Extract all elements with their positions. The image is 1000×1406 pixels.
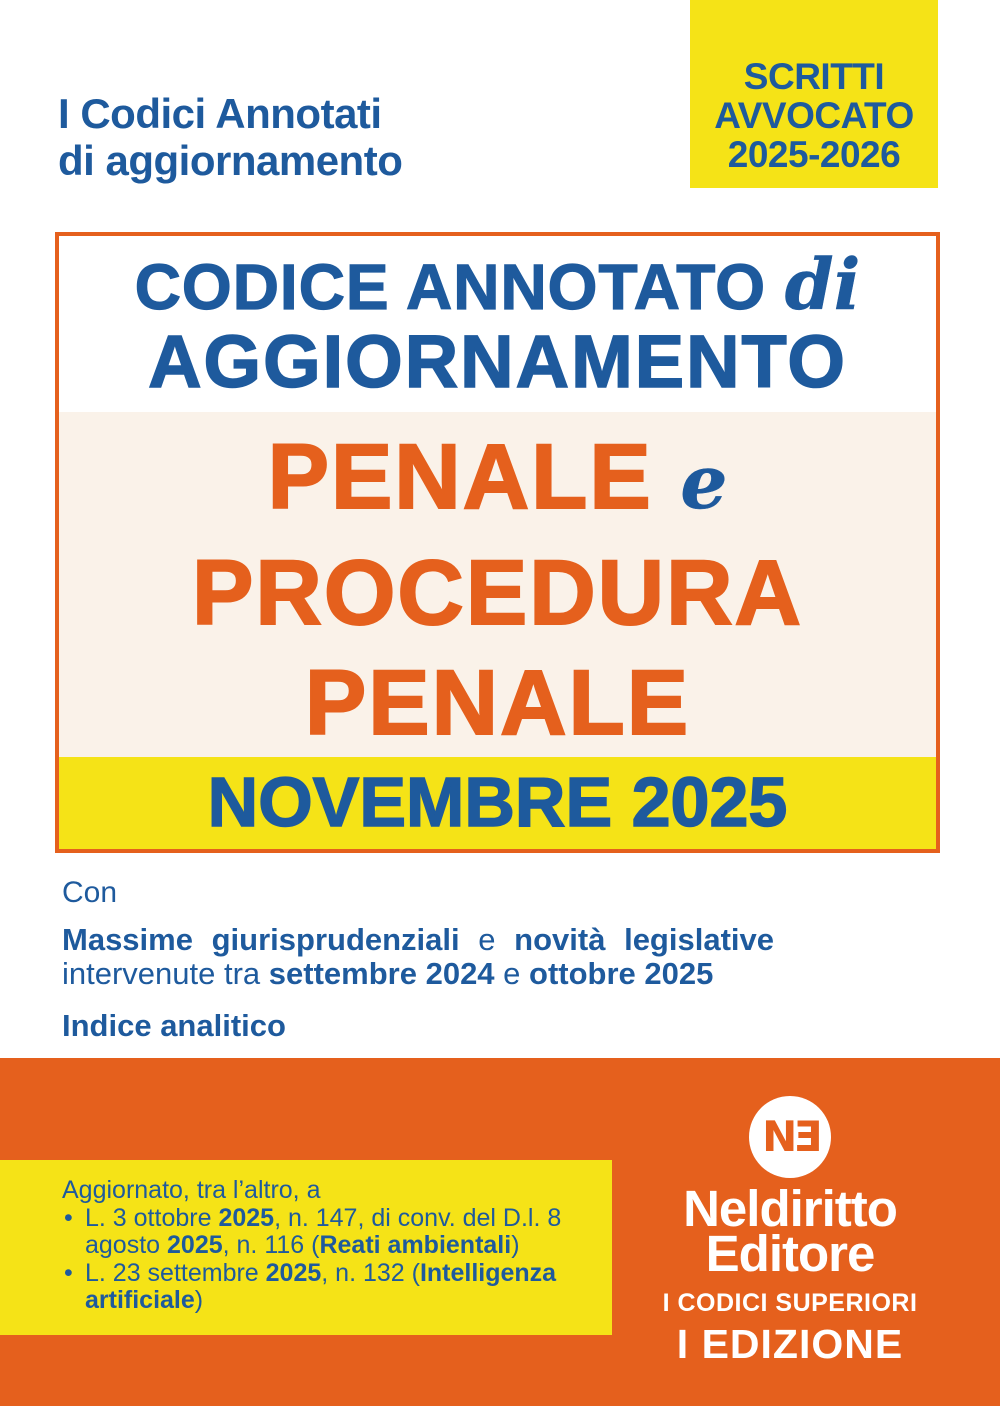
features-line2: intervenute tra settembre 2024 e ottobre 2025 — [62, 956, 714, 991]
edition-badge — [690, 0, 938, 188]
series-title-line1: I Codici Annotati — [58, 90, 382, 137]
badge-line3: 2025-2026 — [727, 134, 901, 175]
edition-label: I EDIZIONE — [676, 1321, 904, 1367]
features-block — [62, 876, 774, 1044]
subject-line1: PENALE e — [267, 426, 728, 528]
publisher-block — [618, 1096, 962, 1368]
bullet-icon: • — [64, 1258, 73, 1287]
collection-label: I CODICI SUPERIORI — [662, 1289, 918, 1317]
publisher-monogram: NƎ — [762, 1112, 818, 1161]
series-title-line2: di aggiornamento — [58, 137, 403, 184]
badge-line1: SCRITTI — [743, 56, 885, 97]
updates-item — [62, 1205, 590, 1260]
updates-box — [0, 1160, 612, 1335]
features-index-label: Indice analitico — [62, 1008, 286, 1043]
updates-item-text: L. 3 ottobre 2025, n. 147, di conv. del D.l. 8 agosto 2025, n. 116 (Reati ambientali) — [85, 1203, 562, 1259]
updates-heading: Aggiornato, tra l’altro, a — [62, 1176, 321, 1204]
main-title-line1: CODICE ANNOTATO di — [134, 243, 861, 326]
features-line1: Massime giurisprudenziali e novità legislative — [62, 922, 774, 957]
cover-title-box — [55, 232, 940, 853]
date-band: NOVEMBRE 2025 — [59, 757, 936, 849]
features-intro: Con — [62, 876, 118, 909]
bullet-icon: • — [64, 1203, 73, 1232]
publisher-band — [0, 1058, 1000, 1406]
publisher-name — [618, 1180, 962, 1282]
badge-line2: AVVOCATO — [714, 95, 914, 136]
series-title — [58, 90, 402, 184]
main-title-line2: AGGIORNAMENTO — [148, 320, 847, 403]
updates-item — [62, 1260, 590, 1315]
subject-line3: PENALE — [304, 652, 691, 754]
publisher-name-line2: Editore — [705, 1225, 875, 1282]
publisher-name-line1: Neldiritto — [683, 1180, 897, 1237]
subject-line2: PROCEDURA — [192, 542, 803, 644]
publisher-logo-icon — [749, 1096, 831, 1178]
updates-item-text: L. 23 settembre 2025, n. 132 (Intelligenza artificiale) — [85, 1258, 557, 1314]
subject-title — [59, 412, 936, 757]
main-title — [59, 236, 936, 412]
